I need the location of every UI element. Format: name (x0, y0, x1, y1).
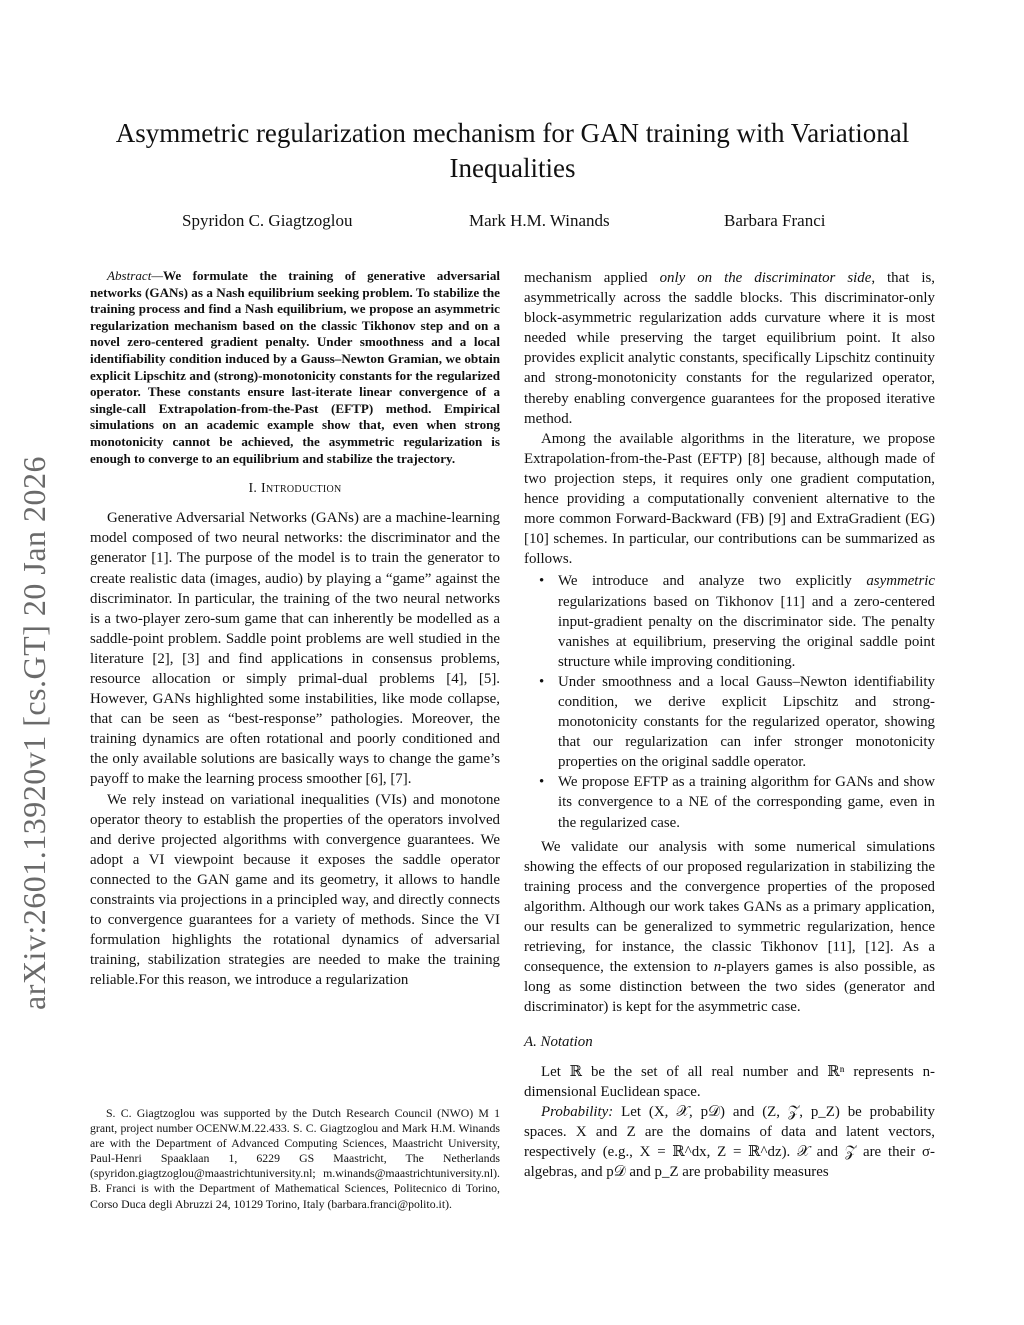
text-run: We introduce and analyze two explicitly (558, 573, 867, 590)
author-1: Spyridon C. Giagtzoglou (182, 211, 353, 230)
section-title: Introduction (261, 481, 342, 497)
intro-paragraph-2: We rely instead on variational inequalities (VIs) and monotone operator theory to establish the properties of the operators involved and derive projected algorithms with convergence guarantees. We adopt a VI viewpoint because it exposes the saddle operator connected to the GAN game and its geometry, it allows to handle constraints via projections in a principled way, and directly connects to convergence guarantees for a variety of methods. Since the VI formulation highlights the rotational dynamics of adversarial training, stabilization strategies are needed to make the training reliable.For this reason, we introduce a regularization (90, 791, 500, 989)
left-column (90, 268, 500, 990)
list-item: • We propose EFTP as a training algorithm for GANs and show its convergence to a NE of the corresponding game, even in the regularized case. (524, 772, 935, 832)
right-paragraph-1 (524, 268, 935, 429)
emphasis: asymmetric (866, 573, 935, 590)
footnote: S. C. Giagtzoglou was supported by the Dutch Research Council (NWO) M 1 grant, project number OCENW.M.22.433. S. C. Giagtzoglou and Mark H.M. Winands are with the Department of Advanced Computing Sciences, Maastricht University, Paul-Henri Spaaklaan 1, 6229 GS Maastricht, The Netherlands (spyridon.giagtzoglou@maastrichtuniversity.nl; m.winands@maastrichtuniversity.nl). B. Franci is with the Department of Mathematical Sciences, Politecnico di Torino, Corso Duca degli Abruzzi 24, 10129 Torino, Italy (barbara.franci@polito.it). (90, 1106, 500, 1211)
text-run: regularizations based on Tikhonov [11] and a zero-centered input-gradient penalty on the discriminator side. The penalty vanishes at equilibrium, preserving the original saddle point structure while improving conditioning. (558, 593, 935, 670)
author-2: Mark H.M. Winands (469, 211, 610, 230)
list-item (524, 571, 935, 671)
right-paragraph-2: Among the available algorithms in the literature, we propose Extrapolation-from-the-Past (EFTP) [8] because, although made of two projection steps, it requires only one gradient computation, hence providing a computationally convenient alternative to the more common Forward-Backward (FB) [9] and ExtraGradient (EG) [10] schemes. In particular, our contributions can be summarized as follows. (524, 430, 935, 568)
paragraph-label: Probability: (541, 1103, 614, 1120)
abstract: Abstract—We formulate the training of generative adversarial networks (GANs) as a Nash equilibrium seeking problem. To stabilize the training process and find a Nash equilibrium, we propose an asymmetric regularization mechanism based on the classic Tikhonov step and on a novel zero-centered gradient penalty. Under smoothness and a local identifiability condition induced by a Gauss–Newton Gramian, we obtain explicit Lipschitz and (strong)-monotonicity constants for the regularized operator. These constants ensure last-iterate linear convergence of a single-call Extrapolation-from-the-Past (EFTP) method. Empirical simulations on an academic example show that, even when strong monotonicity cannot be achieved, the asymmetric regularization is enough to converge to an equilibrium and stabilize the trajectory. (90, 268, 500, 466)
intro-paragraph-1: Generative Adversarial Networks (GANs) are a machine-learning model composed of two neural networks: the discriminator and the generator [1]. The purpose of the model is to train the generator to create realistic data (images, audio) by playing a “game” against the discriminator. In particular, the training of the two neural networks is a two-player zero-sum game that can inherently be modelled as a saddle-point problem. Saddle point problems are well studied in the literature [2], [3] and find applications in consensus problems, resource allocation or simply primal-dual problems [4], [5]. However, GANs highlighted some instabilities, like mode collapse, that can be seen as “best-response” pathologies. Moreover, the training dynamics are often rotational and poorly conditioned and the only available solutions are basically ways to change the game’s payoff to make the learning process smoother [6], [7]. (90, 510, 500, 788)
right-paragraph-3 (524, 837, 935, 1018)
arxiv-identifier: arXiv:2601.13920v1 [cs.GT] 20 Jan 2026 (16, 455, 52, 1010)
emphasis: only on the discriminator side (659, 270, 872, 286)
probability-paragraph (524, 1102, 935, 1182)
text-run: , that is, asymmetrically across the saddle blocks. This discriminator-only block-asymmetric regularization adds curvature where it is most needed while preserving the target equilibrium point. It also provides explicit analytic constants, specifically Lipschitz continuity and strong-monotonicity constants for the regularized operator, thereby enabling convergence guarantees for the proposed iterative method. (524, 270, 935, 427)
abstract-text: We formulate the training of generative adversarial networks (GANs) as a Nash equilibrium seeking problem. To stabilize the training process and find a Nash equilibrium, we propose an asymmetric regularization mechanism based on the classic Tikhonov step and on a novel zero-centered gradient penalty. Under smoothness and a local identifiability condition induced by a Gauss–Newton Gramian, we obtain explicit Lipschitz and (strong)-monotonicity constants for the regularized operator. These constants ensure last-iterate linear convergence of a single-call Extrapolation-from-the-Past (EFTP) method. Empirical simulations on an academic example show that, even when strong monotonicity cannot be achieved, the asymmetric regularization is enough to converge to an equilibrium and stabilize the trajectory. (90, 268, 500, 466)
math-n: n (713, 959, 722, 976)
section-heading-introduction (90, 479, 500, 499)
text-run: mechanism applied (524, 270, 660, 286)
section-number: I. (248, 481, 258, 497)
subsection-heading-notation: A. Notation (524, 1034, 593, 1051)
abstract-label: Abstract (107, 268, 152, 283)
paper-title: Asymmetric regularization mechanism for GAN training with Variational Inequalities (115, 118, 910, 183)
right-column (524, 268, 935, 1182)
list-item: • Under smoothness and a local Gauss–Newton identifiability condition, we derive explicit Lipschitz and strong-monotonicity constants for the regularized operator, showing that our regularization can infer stronger monotonicity properties on the original saddle operator. (524, 672, 935, 772)
text-run: Let (X, 𝒳, p𝒟) and (Z, 𝒵, p_Z) be probability spaces. X and Z are the domains of data and latent vectors, respectively (e.g., X = ℝ^dx, Z = ℝ^dz). 𝒳 and 𝒵 are their σ-algebras, and p𝒟 and p_Z are probability measures (524, 1103, 935, 1181)
text-run: -players games is also possible, as long as some distinction between the two sides (generator and discriminator) is kept for the asymmetric case. (524, 959, 936, 1016)
text-run: We validate our analysis with some numerical simulations showing the effects of our proposed regularization in stabilizing the training process and the convergence properties of the proposed algorithm. Although our work takes GANs as a primary application, our results can be generalized to symmetric regularization, hence retrieving, for instance, the classic Tikhonov [11], [12]. As a consequence, the extension to (524, 838, 935, 976)
notation-paragraph: Let ℝ be the set of all real number and ℝⁿ represents n-dimensional Euclidean space. (524, 1063, 935, 1100)
author-3: Barbara Franci (724, 211, 826, 230)
contributions-list (524, 571, 935, 832)
